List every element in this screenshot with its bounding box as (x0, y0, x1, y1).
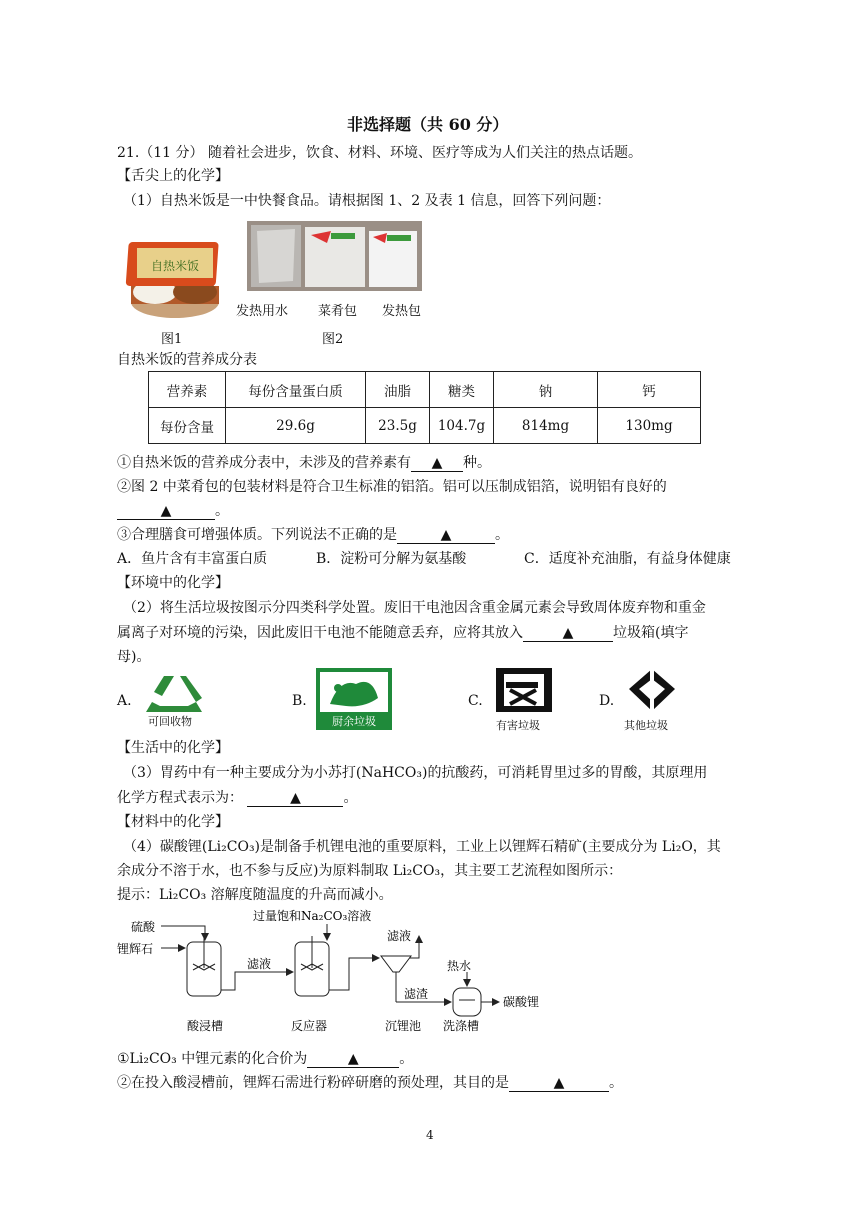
flow-top-input: 过量饱和Na₂CO₃溶液 (253, 909, 372, 923)
subquestion-1 (117, 452, 491, 472)
question-part-4-hint: 提示：Li₂CO₃ 溶解度随温度的升高而减小。 (117, 887, 393, 903)
subquestion-1-end: 种。 (463, 455, 491, 471)
bin-a-label: 可回收物 (148, 715, 192, 728)
question-part-2-line-1: （2）将生活垃圾按图示分四类科学处置。废旧干电池因含重金属元素会导致周体废弃物和重金 (123, 600, 706, 616)
section-heading-materials: 【材料中的化学】 (117, 814, 229, 830)
flow-input-spodumene: 锂辉石 (117, 942, 154, 956)
table-header-cell: 钠 (494, 372, 598, 408)
kitchen-waste-icon (316, 668, 392, 730)
choice-c: C．适度补充油脂，有益身体健康 (524, 551, 731, 567)
other-waste-icon (625, 667, 679, 713)
choice-a: A．鱼片含有丰富蛋白质 (117, 551, 268, 567)
question-part-4-line-2: 余成分不溶于水，也不参与反应)为原料制取 Li₂CO₃，其主要工艺流程如图所示： (117, 863, 623, 879)
process-flow-diagram (117, 906, 557, 1036)
subquestion-3 (117, 524, 509, 544)
table-title: 自热米饭的营养成分表 (117, 352, 257, 368)
subquestion-4-1 (117, 1048, 413, 1068)
figure-1-caption: 图1 (161, 332, 183, 347)
subquestion-4-1-text: ①Li₂CO₃ 中锂元素的化合价为 (117, 1051, 308, 1067)
subquestion-2: ②图 2 中菜肴包的包装材料是符合卫生标准的铝箔。铝可以压制成铝箔，说明铝有良好的 (117, 479, 667, 495)
page-number: 4 (426, 1128, 434, 1142)
table-header-cell: 油脂 (366, 372, 430, 408)
flow-unit-acid-tank: 酸浸槽 (187, 1019, 224, 1033)
flow-unit-washing: 洗涤槽 (443, 1019, 480, 1033)
answer-blank[interactable]: ▲ (523, 626, 613, 642)
table-cell: 每份含量 (149, 408, 226, 444)
table-cell: 130mg (598, 408, 701, 444)
question-part-2-line-2 (117, 622, 688, 642)
flow-unit-precipitation: 沉锂池 (385, 1019, 422, 1033)
subquestion-4-1-end: 。 (399, 1051, 414, 1067)
subquestion-4-2 (117, 1072, 623, 1092)
question-part-3-text: 化学方程式表示为： (117, 790, 243, 806)
figure-1-self-heating-rice (125, 238, 222, 322)
question-part-2-text-end: 垃圾箱(填字 (613, 625, 689, 641)
table-header-cell: 钙 (598, 372, 701, 408)
figure-2-caption: 图2 (322, 332, 344, 347)
question-part-3-line-2 (117, 787, 357, 807)
answer-blank[interactable]: ▲ (509, 1076, 609, 1092)
bin-c-letter: C. (468, 693, 483, 709)
figure-2-label-water: 发热用水 (236, 304, 289, 319)
question-part-1: （1）自热米饭是一中快餐食品。请根据图 1、2 及表 1 信息，回答下列问题： (123, 193, 611, 209)
figure-2-label-dish: 菜肴包 (318, 304, 358, 319)
section-title: 非选择题（共 60 分） (347, 115, 509, 134)
flow-hot-water: 热水 (447, 959, 472, 973)
bin-a-letter: A. (117, 693, 132, 709)
question-part-3-line-1: （3）胃药中有一种主要成分为小苏打(NaHCO₃)的抗酸药，可消耗胃里过多的胃酸，其原理用 (123, 765, 708, 781)
subquestion-1-text: ①自热米饭的营养成分表中，未涉及的营养素有 (117, 455, 411, 471)
question-part-3-end: 。 (343, 790, 358, 806)
choice-b: B．淀粉可分解为氨基酸 (316, 551, 467, 567)
question-part-4-line-1: （4）碳酸锂(Li₂CO₃)是制备手机锂电池的重要原料，工业上以锂辉石精矿(主要成分为 Li₂O，其 (123, 839, 721, 855)
flow-filtrate-1: 滤液 (247, 957, 272, 971)
table-header-row (149, 372, 701, 408)
figure-2-packets (247, 221, 422, 291)
table-header-cell: 糖类 (430, 372, 494, 408)
subquestion-3-end: 。 (495, 527, 509, 543)
table-cell: 104.7g (430, 408, 494, 444)
table-cell: 814mg (494, 408, 598, 444)
question-part-2-text: 属离子对环境的污染，因此废旧干电池不能随意丢弃，应将其放入 (117, 625, 523, 641)
answer-blank[interactable]: ▲ (247, 791, 343, 807)
bin-d-letter: D. (599, 693, 615, 709)
section-heading-life: 【生活中的化学】 (117, 740, 229, 756)
subquestion-4-2-end: 。 (609, 1075, 623, 1091)
flow-residue: 滤渣 (404, 987, 429, 1001)
bin-d-label: 其他垃圾 (624, 719, 668, 732)
section-heading-food: 【舌尖上的化学】 (117, 168, 229, 184)
nutrition-table (148, 371, 701, 444)
answer-blank[interactable]: ▲ (117, 504, 215, 520)
answer-blank[interactable]: ▲ (397, 528, 495, 544)
hazardous-waste-icon (496, 668, 552, 712)
bin-b-label: 厨余垃圾 (332, 715, 376, 728)
figure-2-label-heater: 发热包 (382, 304, 422, 319)
subquestion-2-answer-line (117, 500, 229, 520)
answer-blank[interactable]: ▲ (307, 1052, 399, 1068)
subquestion-4-2-text: ②在投入酸浸槽前，锂辉石需进行粉碎研磨的预处理，其目的是 (117, 1075, 509, 1091)
section-heading-environment: 【环境中的化学】 (117, 575, 229, 591)
table-header-cell: 营养素 (149, 372, 226, 408)
flow-product: 碳酸锂 (503, 995, 540, 1009)
question-21-header: 21.（11 分） 随着社会进步，饮食、材料、环境、医疗等成为人们关注的热点话题。 (117, 145, 642, 161)
table-cell: 23.5g (366, 408, 430, 444)
subquestion-3-text: ③合理膳食可增强体质。下列说法不正确的是 (117, 527, 397, 543)
question-part-2-line-3: 母)。 (117, 649, 151, 665)
flow-filtrate-2: 滤液 (387, 929, 412, 943)
bin-c-label: 有害垃圾 (496, 719, 540, 732)
bin-b-letter: B. (292, 693, 307, 709)
flow-unit-reactor: 反应器 (291, 1019, 328, 1033)
answer-blank[interactable]: ▲ (411, 456, 463, 472)
figure-1-box-text: 自热米饭 (150, 259, 200, 273)
subquestion-2-end: 。 (215, 503, 229, 519)
table-header-cell: 每份含量蛋白质 (226, 372, 366, 408)
table-row (149, 408, 701, 444)
flow-input-sulfuric-acid: 硫酸 (131, 920, 156, 934)
table-cell: 29.6g (226, 408, 366, 444)
